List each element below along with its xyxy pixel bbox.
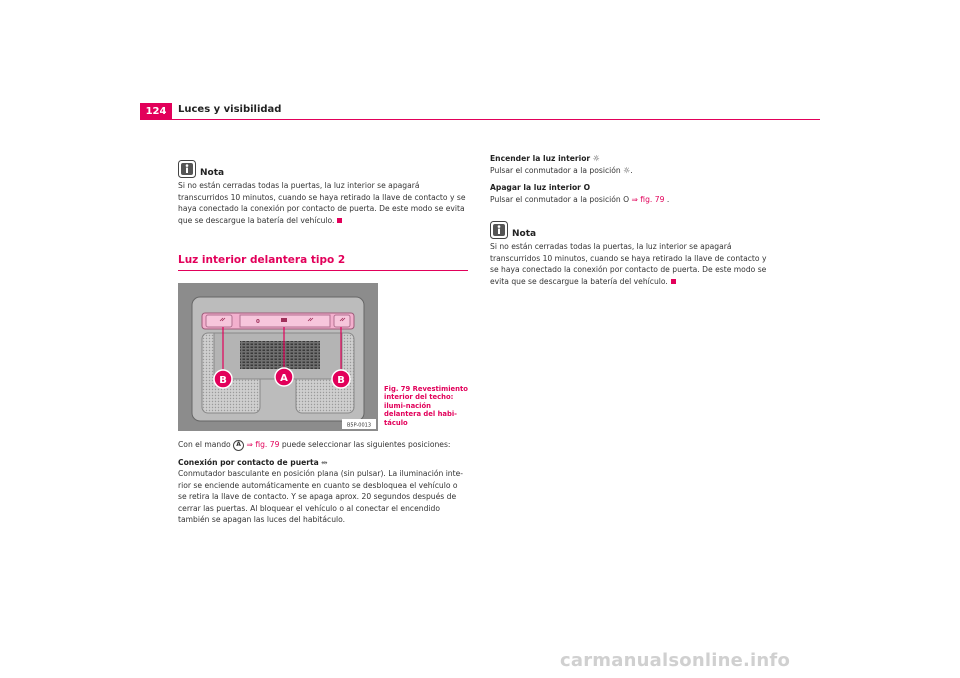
page-number: 124 [140, 103, 172, 119]
light-off-text: Pulsar el conmutador a la posición O ⇒ fig. 79 . [490, 194, 670, 204]
left-column [178, 160, 468, 526]
figure-79 [178, 283, 378, 431]
note-text: Si no están cerradas todas la puertas, la luz interior se apagará transcurridos 10 minutos, cuando se haya retirado la llave de contacto y se haya conectado la conexión por contacto de puerta. De este modo se evita que se descargue la batería del vehículo. [178, 181, 466, 225]
note-title-2: Nota [512, 229, 537, 239]
figure-link-right[interactable]: ⇒ fig. 79 [631, 194, 665, 204]
note-heading [178, 160, 468, 178]
door-contact-heading: Conexión por contacto de puerta ⥈ [178, 457, 328, 467]
info-note-icon [178, 160, 196, 178]
callout-a-label: A [280, 373, 288, 384]
right-column [490, 153, 770, 287]
figure-caption: Fig. 79 Revestimiento interior del techo: ilumi-nación delantera del habi-táculo [384, 384, 468, 427]
ceiling-console-illustration [178, 283, 378, 431]
figure-zero-label: 0 [256, 319, 260, 325]
end-mark-icon [337, 218, 342, 223]
note-text-2: Si no están cerradas todas la puertas, la luz interior se apagará transcurridos 10 minutos, cuando se haya retirado la llave de contacto y se haya conectado la conexión por contacto de puerta. De este modo se evita que se descargue la batería del vehículo. [490, 242, 767, 286]
door-contact-symbol-icon: ⥈ [321, 457, 328, 467]
door-contact-text: Conmutador basculante en posición plana (sin pulsar). La iluminación inte-rior se enciende automáticamente en cuanto se desbloquea el vehículo o se retira la llave de contacto. Y se apaga aprox. 20 segundos después de cerrar las puertas. Al bloquear el vehículo o al conectar el encendido también se apagan las luces del habitáculo. [178, 469, 464, 524]
info-note-icon [490, 221, 508, 239]
figure-code: B5P-0013 [346, 422, 372, 429]
figure-link[interactable]: ⇒ fig. 79 [246, 440, 280, 449]
callout-a-inline: A [233, 440, 244, 451]
header-title: Luces y visibilidad [178, 104, 282, 115]
callout-b-left-label: B [219, 375, 227, 386]
light-off-heading: Apagar la luz interior O [490, 183, 591, 192]
light-on-heading: Encender la luz interior ☼ [490, 154, 600, 163]
section-title: Luz interior delantera tipo 2 [178, 254, 468, 271]
interior-light-icon-inline: ☼ [623, 165, 631, 175]
callout-b-right-label: B [337, 375, 345, 386]
light-on-text: Pulsar el conmutador a la posición ☼. [490, 165, 633, 175]
header-rule [140, 119, 820, 120]
watermark: carmanualsonline.info [560, 650, 791, 671]
note-heading-2 [490, 221, 770, 239]
intro-text: Con el mando A ⇒ fig. 79 puede seleccionar las siguientes posiciones: [178, 440, 451, 449]
note-title: Nota [200, 168, 225, 178]
figure-row [178, 283, 468, 431]
end-mark-icon [671, 279, 676, 284]
interior-light-icon: ☼ [592, 154, 600, 163]
